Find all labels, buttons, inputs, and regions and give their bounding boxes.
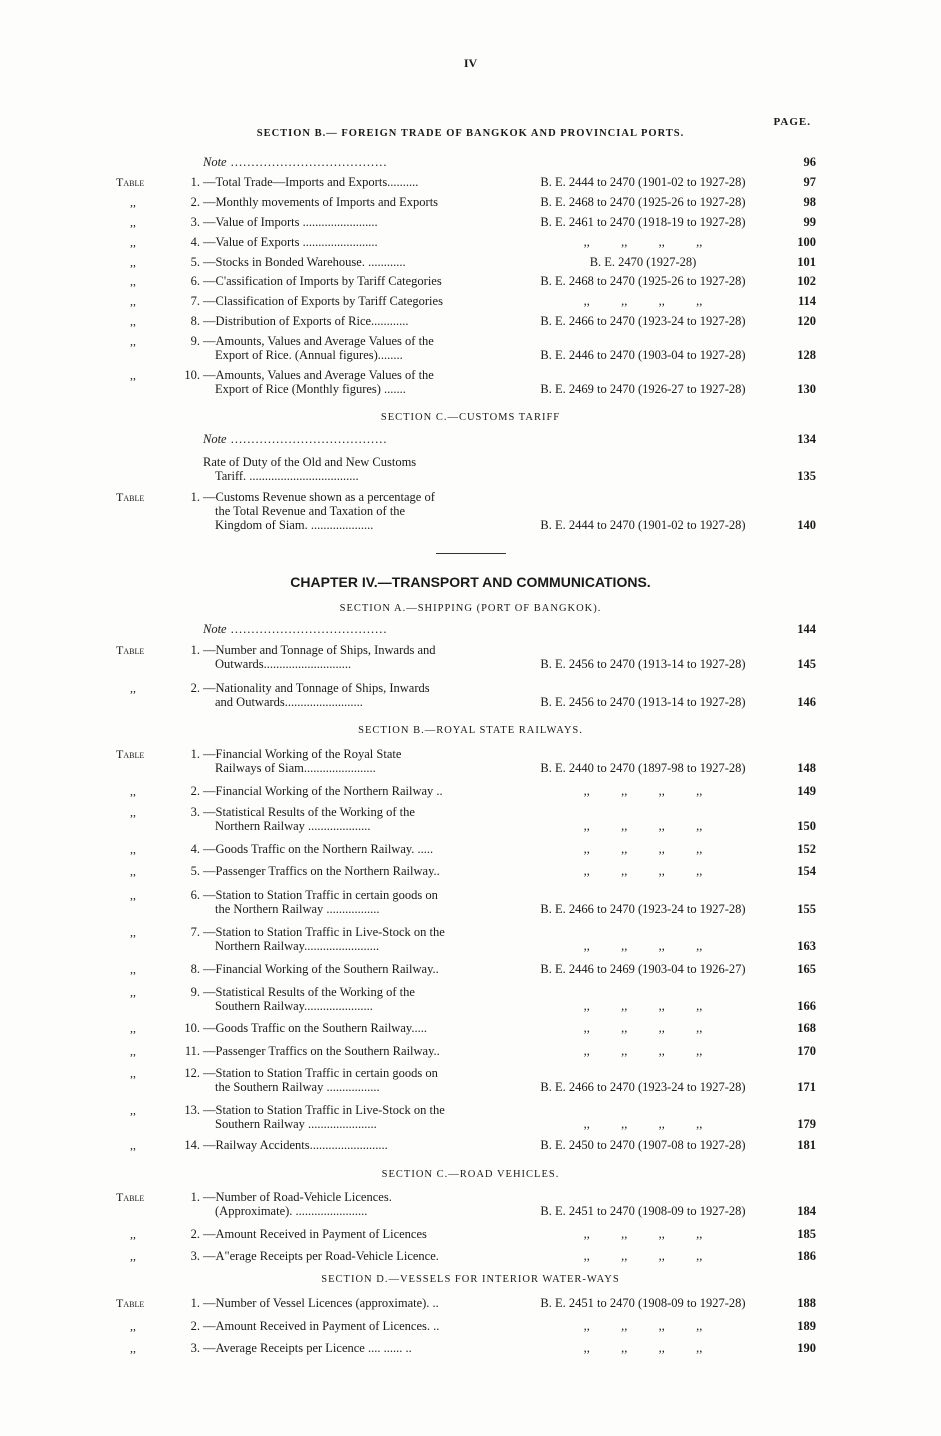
entry-number: 9.: [190, 985, 200, 999]
entry-title-line: Southern Railway......................: [215, 999, 373, 1013]
entry-title-line: —Passenger Traffics on the Northern Railway..: [203, 864, 440, 878]
entry-page: 146: [797, 695, 816, 709]
page-number: IV: [463, 56, 478, 70]
entry-title-line: the Northern Railway .................: [215, 902, 380, 916]
entry-title: [203, 255, 483, 269]
divider: [436, 553, 506, 554]
entry-period: B. E. 2450 to 2470 (1907-08 to 1927-28): [540, 1138, 746, 1152]
entry-title-line: Rate of Duty of the Old and New Customs: [203, 455, 417, 469]
entry-page: 181: [797, 1138, 816, 1152]
entry-period: ,, ,, ,, ,,: [583, 1021, 703, 1035]
entry-title: [203, 1066, 483, 1094]
entry-title-line: —Passenger Traffics on the Southern Railway..: [203, 1044, 440, 1058]
entry-page: 155: [797, 902, 816, 916]
entry-title: [203, 1103, 483, 1131]
chapter-title: CHAPTER IV.—TRANSPORT AND COMMUNICATIONS.: [290, 574, 651, 590]
entry-page: 184: [797, 1204, 816, 1218]
entry-number: 11.: [184, 1044, 200, 1058]
entry-period: B. E. 2456 to 2470 (1913-14 to 1927-28): [540, 695, 746, 709]
entry-number: 6.: [190, 888, 200, 902]
entry-title-line: —Number and Tonnage of Ships, Inwards and: [203, 643, 436, 657]
entry-title-line: —Stocks in Bonded Warehouse. ............: [203, 255, 406, 269]
entry-title-line: —Amount Received in Payment of Licences: [203, 1227, 427, 1241]
entry-title-line: —Financial Working of the Northern Railway ..: [203, 784, 443, 798]
entry-label: ,,: [130, 1249, 136, 1263]
entry-title: [203, 1319, 483, 1333]
entry-title-line: Southern Railway ......................: [215, 1117, 377, 1131]
entry-number: 3.: [190, 1341, 200, 1355]
leader-dots: ......................................: [226, 432, 388, 446]
entry-page: 97: [803, 175, 816, 189]
entry-title-line: —Station to Station Traffic in Live-Stock on the: [203, 1103, 445, 1117]
entry-title: [203, 195, 483, 209]
entry-title: [203, 235, 483, 249]
entry-title-line: —A"erage Receipts per Road-Vehicle Licence.: [203, 1249, 439, 1263]
entry-number: 2.: [190, 681, 200, 695]
entry-title-line: —Railway Accidents.........................: [203, 1138, 388, 1152]
entry-number: 1.: [190, 1296, 200, 1310]
entry-label: ,,: [130, 681, 136, 695]
entry-number: 2.: [190, 1227, 200, 1241]
entry-number: 2.: [190, 1319, 200, 1333]
entry-period: B. E. 2466 to 2470 (1923-24 to 1927-28): [540, 314, 746, 328]
entry-number: 1.: [190, 643, 200, 657]
entry-title-line: —Number of Road-Vehicle Licences.: [203, 1190, 392, 1204]
entry-page: 96: [803, 155, 816, 169]
entry-title-line: —Monthly movements of Imports and Exports: [203, 195, 439, 209]
entry-title-line: Railways of Siam.......................: [215, 761, 376, 775]
entry-label: Table: [116, 1296, 145, 1310]
entry-title-line: —Goods Traffic on the Southern Railway.....: [203, 1021, 427, 1035]
entry-period: ,, ,, ,, ,,: [583, 999, 703, 1013]
entry-period: ,, ,, ,, ,,: [583, 864, 703, 878]
entry-number: 13.: [184, 1103, 200, 1117]
entry-page: 148: [797, 761, 816, 775]
entry-title: [203, 643, 483, 671]
entry-title-line: —Amount Received in Payment of Licences. ..: [203, 1319, 440, 1333]
entry-title-line: —Statistical Results of the Working of the: [203, 805, 415, 819]
entry-period: ,, ,, ,, ,,: [583, 939, 703, 953]
entry-page: 100: [797, 235, 816, 249]
entry-label: ,,: [130, 888, 136, 902]
entry-page: 130: [797, 382, 816, 396]
entry-title: [203, 864, 483, 878]
entry-period: B. E. 2468 to 2470 (1925-26 to 1927-28): [540, 274, 746, 288]
entry-label: Table: [116, 1190, 145, 1204]
entry-title-line: Outwards............................: [215, 657, 352, 671]
entry-page: 149: [797, 784, 816, 798]
entry-label: ,,: [130, 784, 136, 798]
entry-number: 7.: [190, 294, 200, 308]
entry-period: B. E. 2451 to 2470 (1908-09 to 1927-28): [540, 1296, 746, 1310]
entry-title: [203, 1190, 483, 1218]
entry-period: B. E. 2451 to 2470 (1908-09 to 1927-28): [540, 1204, 746, 1218]
entry-page: 190: [797, 1341, 816, 1355]
entry-period: ,, ,, ,, ,,: [583, 819, 703, 833]
entry-title-line: —Nationality and Tonnage of Ships, Inwards: [203, 681, 430, 695]
entry-page: 114: [797, 294, 816, 308]
entry-title-line: —Total Trade—Imports and Exports..........: [203, 175, 419, 189]
entry-number: 10.: [184, 1021, 200, 1035]
entry-number: 8.: [190, 962, 200, 976]
entry-number: 2.: [190, 784, 200, 798]
entry-label: ,,: [130, 235, 136, 249]
entry-title-line: —Amounts, Values and Average Values of the: [203, 368, 434, 382]
entry-number: 1.: [190, 175, 200, 189]
entry-title: [203, 155, 483, 169]
page-column-header: PAGE.: [773, 116, 811, 128]
entry-title-line: —Number of Vessel Licences (approximate). ..: [203, 1296, 439, 1310]
entry-number: 1.: [190, 1190, 200, 1204]
entry-page: 134: [797, 432, 816, 446]
entry-label: ,,: [130, 334, 136, 348]
entry-period: B. E. 2446 to 2470 (1903-04 to 1927-28): [540, 348, 746, 362]
entry-period: ,, ,, ,, ,,: [583, 1227, 703, 1241]
entry-title: [203, 294, 483, 308]
leader-dots: ......................................: [226, 155, 388, 169]
entry-period: B. E. 2461 to 2470 (1918-19 to 1927-28): [540, 215, 746, 229]
entry-label: ,,: [130, 294, 136, 308]
entry-title-line: Northern Railway ....................: [215, 819, 371, 833]
entry-number: 5.: [190, 255, 200, 269]
entry-period: B. E. 2456 to 2470 (1913-14 to 1927-28): [540, 657, 746, 671]
entry-page: 168: [797, 1021, 816, 1035]
entry-page: 170: [797, 1044, 816, 1058]
entry-title: [203, 888, 483, 916]
section-heading: SECTION A.—SHIPPING (PORT OF BANGKOK).: [339, 603, 602, 614]
entry-title: [203, 314, 483, 328]
entry-title: [203, 1249, 483, 1263]
leader-dots: ......................................: [226, 622, 388, 636]
entry-page: 150: [797, 819, 816, 833]
entry-period: B. E. 2468 to 2470 (1925-26 to 1927-28): [540, 195, 746, 209]
entry-label: ,,: [130, 985, 136, 999]
entry-number: 14.: [184, 1138, 200, 1152]
entry-title-line: —C'assification of Imports by Tariff Categories: [203, 274, 442, 288]
entry-label: ,,: [130, 1319, 136, 1333]
entry-page: 189: [797, 1319, 816, 1333]
entry-page: 144: [797, 622, 816, 636]
entry-title: [203, 747, 483, 775]
entry-period: B. E. 2446 to 2469 (1903-04 to 1926-27): [540, 962, 746, 976]
entry-page: 99: [803, 215, 816, 229]
entry-title-line: —Customs Revenue shown as a percentage of: [203, 490, 435, 504]
entry-page: 171: [797, 1080, 816, 1094]
entry-label: ,,: [130, 314, 136, 328]
entry-page: 101: [797, 255, 816, 269]
entry-title: [203, 432, 483, 446]
entry-title: [203, 368, 483, 396]
entry-title-line: —Statistical Results of the Working of the: [203, 985, 415, 999]
entry-number: 1.: [190, 490, 200, 504]
entry-label: ,,: [130, 1044, 136, 1058]
entry-period: ,, ,, ,, ,,: [583, 1341, 703, 1355]
entry-period: ,, ,, ,, ,,: [583, 1319, 703, 1333]
entry-period: ,, ,, ,, ,,: [583, 1044, 703, 1058]
entry-page: 163: [797, 939, 816, 953]
section-heading: SECTION C.—CUSTOMS TARIFF: [380, 412, 561, 423]
entry-title-line: (Approximate). .......................: [215, 1204, 368, 1218]
entry-number: 8.: [190, 314, 200, 328]
entry-title-line: —Distribution of Exports of Rice............: [203, 314, 409, 328]
entry-title: [203, 842, 483, 856]
entry-number: 4.: [190, 235, 200, 249]
entry-page: 179: [797, 1117, 816, 1131]
entry-title-line: Export of Rice (Monthly figures) .......: [215, 382, 406, 396]
entry-label: ,,: [130, 1341, 136, 1355]
entry-period: ,, ,, ,, ,,: [583, 235, 703, 249]
entry-title-line: Note ......................................: [203, 432, 388, 446]
entry-title-line: —Financial Working of the Southern Railway..: [203, 962, 439, 976]
section-heading: SECTION D.—VESSELS FOR INTERIOR WATER-WAYS: [321, 1274, 620, 1285]
entry-page: 128: [797, 348, 816, 362]
entry-title: [203, 1341, 483, 1355]
entry-title-line: Northern Railway........................: [215, 939, 380, 953]
entry-number: 4.: [190, 842, 200, 856]
entry-page: 152: [797, 842, 816, 856]
entry-number: 10.: [184, 368, 200, 382]
entry-period: B. E. 2444 to 2470 (1901-02 to 1927-28): [540, 518, 746, 532]
entry-period: B. E. 2440 to 2470 (1897-98 to 1927-28): [540, 761, 746, 775]
entry-period: B. E. 2469 to 2470 (1926-27 to 1927-28): [540, 382, 746, 396]
entry-label: Table: [116, 175, 145, 189]
entry-title-line: —Station to Station Traffic in certain goods on: [203, 1066, 438, 1080]
entry-label: ,,: [130, 368, 136, 382]
entry-label: ,,: [130, 925, 136, 939]
entry-number: 9.: [190, 334, 200, 348]
entry-title: [203, 622, 483, 636]
entry-title-line: Note ......................................: [203, 155, 388, 169]
entry-page: 140: [797, 518, 816, 532]
entry-number: 3.: [190, 805, 200, 819]
entry-number: 12.: [184, 1066, 200, 1080]
entry-number: 3.: [190, 215, 200, 229]
entry-title-line: —Station to Station Traffic in Live-Stock on the: [203, 925, 445, 939]
entry-number: 5.: [190, 864, 200, 878]
entry-title: [203, 274, 483, 288]
entry-number: 2.: [190, 195, 200, 209]
entry-title: [203, 805, 483, 833]
entry-title: [203, 985, 483, 1013]
entry-page: 166: [797, 999, 816, 1013]
entry-title-line: the Southern Railway .................: [215, 1080, 380, 1094]
entry-title: [203, 490, 483, 532]
entry-period: B. E. 2444 to 2470 (1901-02 to 1927-28): [540, 175, 746, 189]
entry-page: 120: [797, 314, 816, 328]
entry-period: ,, ,, ,, ,,: [583, 784, 703, 798]
entry-title-line: —Goods Traffic on the Northern Railway. .....: [203, 842, 434, 856]
entry-title: [203, 175, 483, 189]
entry-page: 165: [797, 962, 816, 976]
entry-page: 188: [797, 1296, 816, 1310]
entry-title-line: the Total Revenue and Taxation of the: [215, 504, 406, 518]
entry-title: [203, 1296, 483, 1310]
entry-label: Table: [116, 490, 145, 504]
entry-title-line: Kingdom of Siam. ....................: [215, 518, 374, 532]
entry-title-line: —Value of Exports ........................: [203, 235, 378, 249]
entry-title-line: —Classification of Exports by Tariff Categories: [203, 294, 443, 308]
entry-label: ,,: [130, 274, 136, 288]
entry-label: ,,: [130, 842, 136, 856]
entry-period: ,, ,, ,, ,,: [583, 1117, 703, 1131]
entry-title-line: —Average Receipts per Licence .... ...... ..: [203, 1341, 412, 1355]
entry-page: 98: [803, 195, 816, 209]
entry-period: B. E. 2470 (1927-28): [589, 255, 697, 269]
entry-title-line: —Amounts, Values and Average Values of the: [203, 334, 434, 348]
entry-title-line: Export of Rice. (Annual figures)........: [215, 348, 403, 362]
entry-title-line: —Station to Station Traffic in certain goods on: [203, 888, 438, 902]
entry-title-line: and Outwards.........................: [215, 695, 363, 709]
entry-title-line: Note ......................................: [203, 622, 388, 636]
section-heading: SECTION B.— FOREIGN TRADE OF BANGKOK AND PROVINCIAL PORTS.: [256, 128, 685, 139]
entry-period: B. E. 2466 to 2470 (1923-24 to 1927-28): [540, 902, 746, 916]
entry-label: ,,: [130, 864, 136, 878]
entry-title: [203, 681, 483, 709]
entry-period: ,, ,, ,, ,,: [583, 294, 703, 308]
entry-title: [203, 1138, 483, 1152]
entry-label: ,,: [130, 1066, 136, 1080]
entry-label: ,,: [130, 1227, 136, 1241]
entry-page: 186: [797, 1249, 816, 1263]
entry-page: 185: [797, 1227, 816, 1241]
entry-number: 7.: [190, 925, 200, 939]
entry-label: ,,: [130, 215, 136, 229]
entry-title: [203, 334, 483, 362]
entry-title-line: —Financial Working of the Royal State: [203, 747, 402, 761]
entry-title: [203, 925, 483, 953]
entry-title: [203, 455, 483, 483]
entry-number: 3.: [190, 1249, 200, 1263]
entry-label: ,,: [130, 195, 136, 209]
entry-title-line: Tariff. ...................................: [215, 469, 359, 483]
entry-period: ,, ,, ,, ,,: [583, 842, 703, 856]
entry-label: ,,: [130, 1103, 136, 1117]
entry-page: 154: [797, 864, 816, 878]
entry-label: ,,: [130, 1021, 136, 1035]
entry-label: Table: [116, 747, 145, 761]
entry-page: 145: [797, 657, 816, 671]
entry-title: [203, 962, 483, 976]
entry-title: [203, 784, 483, 798]
entry-title: [203, 1021, 483, 1035]
entry-label: Table: [116, 643, 145, 657]
entry-page: 102: [797, 274, 816, 288]
entry-period: ,, ,, ,, ,,: [583, 1249, 703, 1263]
section-heading: SECTION B.—ROYAL STATE RAILWAYS.: [358, 725, 583, 736]
entry-page: 135: [797, 469, 816, 483]
entry-label: ,,: [130, 255, 136, 269]
entry-label: ,,: [130, 1138, 136, 1152]
entry-number: 6.: [190, 274, 200, 288]
entry-number: 1.: [190, 747, 200, 761]
entry-period: B. E. 2466 to 2470 (1923-24 to 1927-28): [540, 1080, 746, 1094]
entry-title: [203, 1227, 483, 1241]
entry-label: ,,: [130, 805, 136, 819]
section-heading: SECTION C.—ROAD VEHICLES.: [381, 1169, 560, 1180]
entry-title-line: —Value of Imports ........................: [203, 215, 378, 229]
entry-label: ,,: [130, 962, 136, 976]
entry-title: [203, 215, 483, 229]
entry-title: [203, 1044, 483, 1058]
